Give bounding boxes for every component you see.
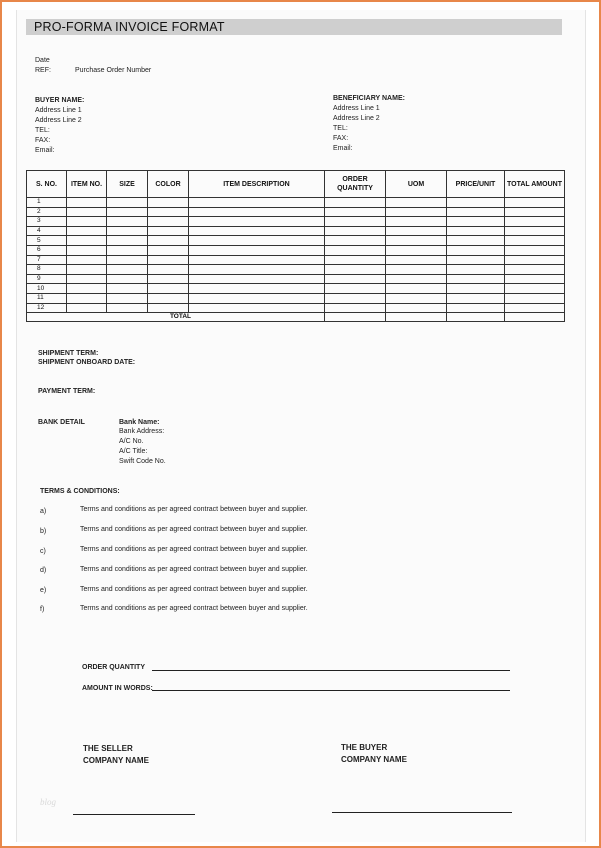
- bank-detail-label: BANK DETAIL: [38, 419, 85, 426]
- row-number: 8: [27, 265, 67, 275]
- table-cell: [325, 265, 386, 275]
- table-cell: [325, 255, 386, 265]
- ref-label: REF:: [35, 67, 51, 74]
- table-cell: [386, 198, 447, 208]
- table-cell: [325, 284, 386, 294]
- col-header-total-amount: TOTAL AMOUNT: [505, 171, 565, 198]
- table-cell: [505, 274, 565, 284]
- bank-name: Bank Name:: [119, 419, 160, 426]
- table-cell: [325, 236, 386, 246]
- total-cell: [505, 313, 565, 322]
- table-header-row: [27, 171, 565, 198]
- table-cell: [107, 303, 148, 313]
- table-cell: [67, 284, 107, 294]
- table-cell: [67, 207, 107, 217]
- row-number: 9: [27, 274, 67, 284]
- table-cell: [325, 226, 386, 236]
- table-cell: [107, 217, 148, 227]
- table-cell: [447, 207, 505, 217]
- table-cell: [148, 255, 189, 265]
- watermark-text: blog: [40, 797, 57, 807]
- order-quantity-label: ORDER QUANTITY: [82, 664, 145, 671]
- total-cell: [325, 313, 386, 322]
- table-cell: [107, 284, 148, 294]
- table-cell: [447, 265, 505, 275]
- table-cell: [325, 303, 386, 313]
- table-cell: [107, 255, 148, 265]
- table-row: [27, 293, 565, 303]
- table-cell: [386, 284, 447, 294]
- terms-heading: TERMS & CONDITIONS:: [40, 488, 120, 495]
- table-cell: [505, 198, 565, 208]
- table-cell: [447, 198, 505, 208]
- row-number: 1: [27, 198, 67, 208]
- seller-signature-line: [73, 814, 195, 815]
- buyer-tel: TEL:: [35, 127, 50, 134]
- beneficiary-tel: TEL:: [333, 125, 348, 132]
- table-cell: [189, 226, 325, 236]
- table-row: [27, 274, 565, 284]
- date-label: Date: [35, 57, 50, 64]
- shipment-onboard-label: SHIPMENT ONBOARD DATE:: [38, 359, 136, 366]
- total-cell: [386, 313, 447, 322]
- row-number: 2: [27, 207, 67, 217]
- total-label: TOTAL: [27, 313, 325, 322]
- table-cell: [386, 265, 447, 275]
- term-letter: f): [40, 606, 45, 613]
- table-cell: [505, 245, 565, 255]
- buyer-fax: FAX:: [35, 137, 51, 144]
- table-cell: [386, 303, 447, 313]
- shipment-term-label: SHIPMENT TERM:: [38, 350, 99, 357]
- buyer-address-2: Address Line 2: [35, 117, 82, 124]
- table-row: [27, 284, 565, 294]
- table-cell: [447, 226, 505, 236]
- table-cell: [148, 265, 189, 275]
- term-text: Terms and conditions as per agreed contract between buyer and supplier.: [80, 586, 308, 593]
- col-header-sno: S. NO.: [27, 171, 67, 198]
- table-cell: [189, 303, 325, 313]
- table-cell: [325, 207, 386, 217]
- table-cell: [325, 245, 386, 255]
- table-cell: [325, 198, 386, 208]
- row-number: 7: [27, 255, 67, 265]
- term-letter: d): [40, 567, 47, 574]
- table-cell: [107, 236, 148, 246]
- term-letter: b): [40, 528, 47, 535]
- col-header-size: SIZE: [107, 171, 148, 198]
- col-header-price-unit: PRICE/UNIT: [447, 171, 505, 198]
- total-row: [27, 313, 565, 322]
- beneficiary-fax: FAX:: [333, 135, 349, 142]
- total-cell: [447, 313, 505, 322]
- table-cell: [67, 198, 107, 208]
- table-cell: [505, 303, 565, 313]
- table-cell: [325, 217, 386, 227]
- term-letter: a): [40, 508, 47, 515]
- term-text: Terms and conditions as per agreed contract between buyer and supplier.: [80, 506, 308, 513]
- table-cell: [447, 245, 505, 255]
- table-row: [27, 255, 565, 265]
- amount-in-words-line: [152, 690, 510, 691]
- buyer-address-1: Address Line 1: [35, 107, 82, 114]
- table-cell: [148, 284, 189, 294]
- table-cell: [447, 236, 505, 246]
- table-row: [27, 245, 565, 255]
- table-cell: [505, 284, 565, 294]
- row-number: 4: [27, 226, 67, 236]
- table-row: [27, 303, 565, 313]
- table-cell: [447, 303, 505, 313]
- table-cell: [189, 284, 325, 294]
- table-cell: [505, 217, 565, 227]
- table-cell: [447, 284, 505, 294]
- table-cell: [189, 236, 325, 246]
- table-cell: [189, 217, 325, 227]
- table-cell: [386, 274, 447, 284]
- buyer-name-label: BUYER NAME:: [35, 97, 85, 104]
- table-cell: [107, 293, 148, 303]
- table-row: [27, 265, 565, 275]
- table-cell: [505, 265, 565, 275]
- table-cell: [386, 293, 447, 303]
- row-number: 3: [27, 217, 67, 227]
- table-cell: [67, 265, 107, 275]
- term-letter: c): [40, 548, 46, 555]
- table-cell: [325, 293, 386, 303]
- payment-term-label: PAYMENT TERM:: [38, 388, 96, 395]
- table-cell: [386, 236, 447, 246]
- table-cell: [148, 303, 189, 313]
- table-cell: [386, 245, 447, 255]
- term-letter: e): [40, 587, 47, 594]
- col-header-description: ITEM DESCRIPTION: [189, 171, 325, 198]
- bank-ac-title: A/C Title:: [119, 448, 148, 455]
- table-cell: [107, 198, 148, 208]
- table-cell: [148, 293, 189, 303]
- table-cell: [148, 236, 189, 246]
- table-cell: [67, 255, 107, 265]
- order-quantity-line: [152, 670, 510, 671]
- table-cell: [67, 303, 107, 313]
- table-cell: [189, 293, 325, 303]
- table-cell: [148, 207, 189, 217]
- table-cell: [505, 255, 565, 265]
- table-cell: [386, 226, 447, 236]
- col-header-item-no: ITEM NO.: [67, 171, 107, 198]
- buyer-title: THE BUYER: [341, 743, 388, 752]
- table-cell: [107, 274, 148, 284]
- table-cell: [67, 245, 107, 255]
- beneficiary-name-label: BENEFICIARY NAME:: [333, 95, 405, 102]
- row-number: 12: [27, 303, 67, 313]
- table-cell: [447, 274, 505, 284]
- table-cell: [67, 217, 107, 227]
- table-cell: [325, 274, 386, 284]
- bank-address: Bank Address:: [119, 428, 165, 435]
- invoice-sheet: [16, 10, 586, 842]
- seller-company: COMPANY NAME: [83, 756, 149, 765]
- table-row: [27, 207, 565, 217]
- table-row: [27, 236, 565, 246]
- table-cell: [67, 236, 107, 246]
- table-cell: [67, 226, 107, 236]
- table-cell: [67, 274, 107, 284]
- table-cell: [386, 255, 447, 265]
- table-cell: [386, 217, 447, 227]
- table-cell: [189, 207, 325, 217]
- beneficiary-address-1: Address Line 1: [333, 105, 380, 112]
- table-row: [27, 217, 565, 227]
- term-text: Terms and conditions as per agreed contract between buyer and supplier.: [80, 546, 308, 553]
- table-cell: [107, 207, 148, 217]
- ref-value: Purchase Order Number: [75, 67, 152, 74]
- table-cell: [107, 245, 148, 255]
- row-number: 11: [27, 293, 67, 303]
- bank-ac-no: A/C No.: [119, 438, 144, 445]
- table-cell: [505, 236, 565, 246]
- table-cell: [505, 293, 565, 303]
- row-number: 5: [27, 236, 67, 246]
- table-cell: [107, 226, 148, 236]
- table-cell: [189, 265, 325, 275]
- table-cell: [148, 245, 189, 255]
- table-cell: [189, 245, 325, 255]
- buyer-email: Email:: [35, 147, 55, 154]
- beneficiary-address-2: Address Line 2: [333, 115, 380, 122]
- table-cell: [189, 274, 325, 284]
- table-cell: [447, 217, 505, 227]
- table-row: [27, 198, 565, 208]
- col-header-color: COLOR: [148, 171, 189, 198]
- table-row: [27, 226, 565, 236]
- term-text: Terms and conditions as per agreed contract between buyer and supplier.: [80, 566, 308, 573]
- table-cell: [107, 265, 148, 275]
- amount-in-words-label: AMOUNT IN WORDS:: [82, 685, 153, 692]
- document-title: PRO-FORMA INVOICE FORMAT: [34, 20, 225, 34]
- col-header-uom: UOM: [386, 171, 447, 198]
- row-number: 10: [27, 284, 67, 294]
- col-header-order-quantity: ORDER QUANTITY: [325, 171, 386, 198]
- table-cell: [447, 255, 505, 265]
- table-cell: [505, 207, 565, 217]
- table-cell: [148, 226, 189, 236]
- table-cell: [447, 293, 505, 303]
- items-table: [26, 170, 565, 322]
- table-cell: [189, 255, 325, 265]
- table-cell: [189, 198, 325, 208]
- buyer-company: COMPANY NAME: [341, 755, 407, 764]
- table-cell: [148, 217, 189, 227]
- buyer-signature-line: [332, 812, 512, 813]
- term-text: Terms and conditions as per agreed contract between buyer and supplier.: [80, 526, 308, 533]
- seller-title: THE SELLER: [83, 744, 133, 753]
- table-cell: [386, 207, 447, 217]
- row-number: 6: [27, 245, 67, 255]
- beneficiary-email: Email:: [333, 145, 353, 152]
- term-text: Terms and conditions as per agreed contract between buyer and supplier.: [80, 605, 308, 612]
- table-cell: [67, 293, 107, 303]
- table-cell: [148, 274, 189, 284]
- bank-swift: Swift Code No.: [119, 458, 166, 465]
- table-cell: [505, 226, 565, 236]
- table-cell: [148, 198, 189, 208]
